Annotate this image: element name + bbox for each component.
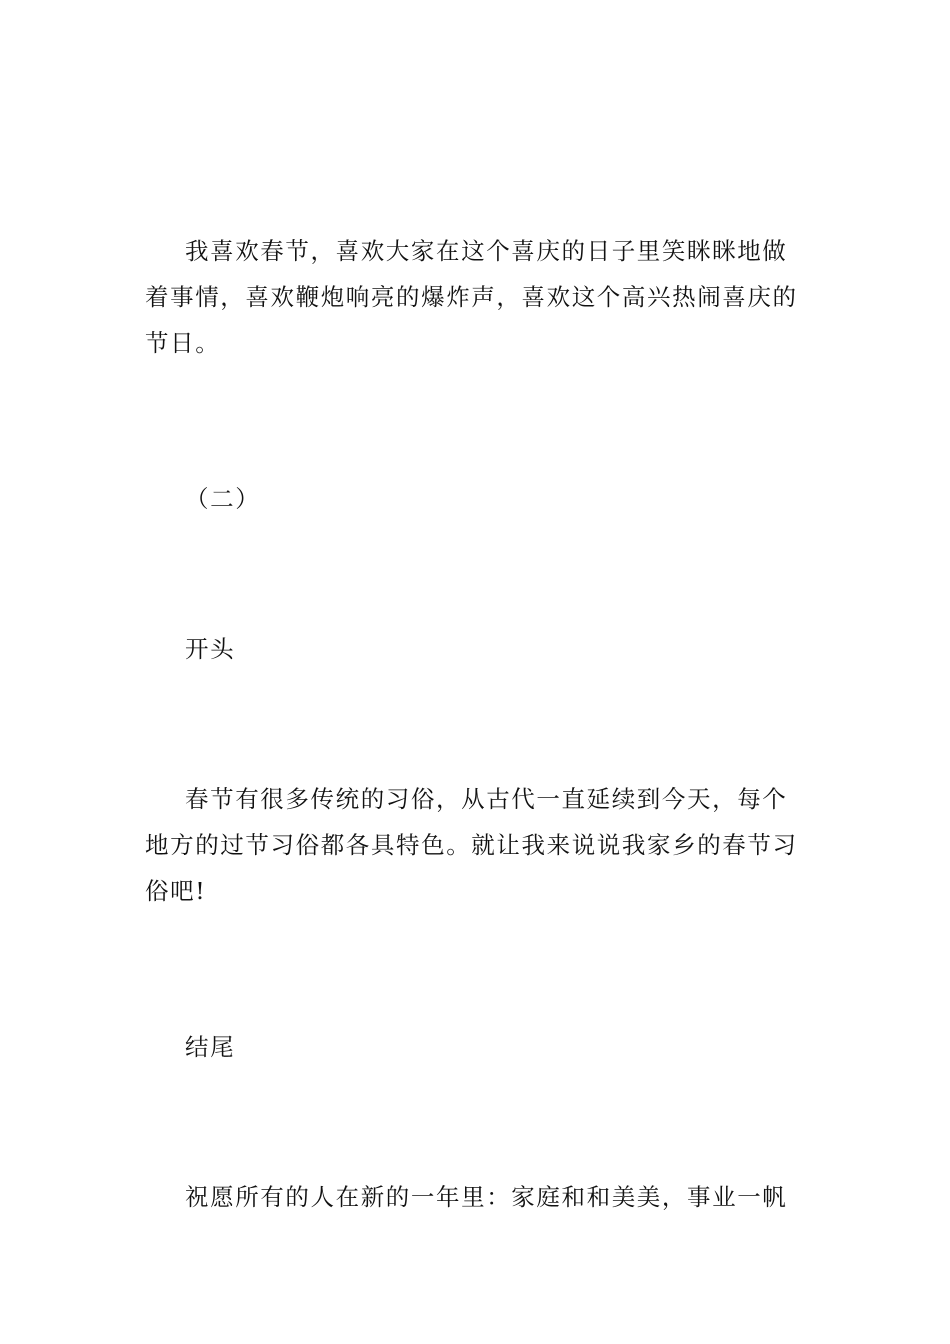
section-number: （二） <box>185 485 261 513</box>
paragraph-spring-festival-love: 我喜欢春节，喜欢大家在这个喜庆的日子里笑眯眯地做着事情，喜欢鞭炮响亮的爆炸声，喜欢这个高兴热闹喜庆的节日。 <box>145 237 798 357</box>
heading-ending: 结尾 <box>185 1033 236 1061</box>
heading-opening: 开头 <box>185 635 236 663</box>
paragraph-ending-text: 祝愿所有的人在新的一年里：家庭和和美美，事业一帆 <box>185 1183 788 1211</box>
paragraph-opening-text: 春节有很多传统的习俗，从古代一直延续到今天，每个地方的过节习俗都各具特色。就让我来说说我家乡的春节习俗吧! <box>145 785 798 905</box>
